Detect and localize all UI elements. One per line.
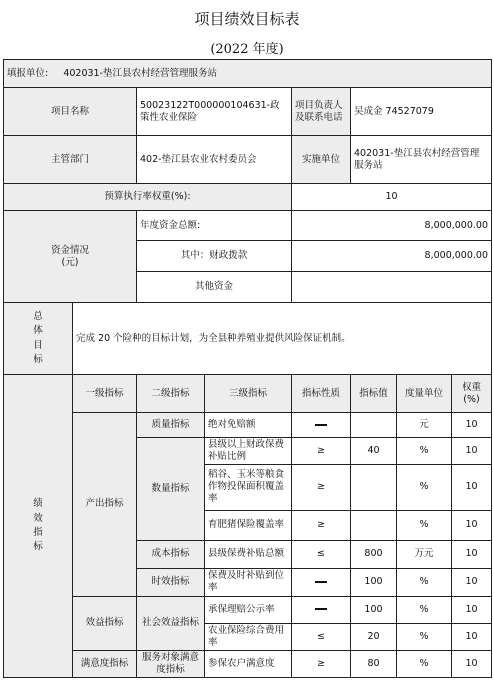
nature-cell: ≥ [292, 464, 351, 510]
weight-cell: 10 [452, 568, 492, 596]
weight-cell: 10 [452, 438, 492, 465]
dash-mark [315, 608, 327, 610]
nature-cell: ≤ [292, 623, 351, 650]
funds-annual-label: 年度资金总额: [137, 211, 292, 241]
goal-label: 总 体 目 标 [4, 303, 73, 375]
l3-cell: 参保农户满意度 [205, 650, 292, 677]
goal-row [4, 303, 492, 375]
unit-cell: % [397, 510, 452, 540]
weight-row [4, 184, 492, 211]
value-cell: 40 [351, 438, 397, 465]
funds-fiscal-value: 8,000,000.00 [292, 241, 492, 272]
weight-cell: 10 [452, 464, 492, 510]
weight-cell: 10 [452, 510, 492, 540]
l2-social: 社会效益指标 [137, 596, 205, 650]
col-header-weight: 权重(%) [452, 375, 492, 413]
l3-cell: 承保理赔公示率 [205, 596, 292, 623]
col-header-l1: 一级指标 [73, 375, 137, 413]
l3-cell: 稻谷、玉米等粮食作物投保面积覆盖率 [205, 464, 292, 510]
table-row [4, 413, 492, 438]
unit-cell: % [397, 438, 452, 465]
funds-other-value [292, 272, 492, 303]
weight-cell: 10 [452, 623, 492, 650]
project-name-row [4, 88, 492, 136]
unit-cell: % [397, 596, 452, 623]
unit-cell: % [397, 650, 452, 677]
exec-unit-label: 实施单位 [292, 136, 351, 184]
funds-annual-value: 8,000,000.00 [292, 211, 492, 241]
contact-label: 项目负责人及联系电话 [292, 88, 351, 136]
l2-quantity: 数量指标 [137, 438, 205, 541]
col-header-nature: 指标性质 [292, 375, 351, 413]
page-title: 项目绩效目标表 [194, 10, 300, 28]
contact-value: 吴成金 74527079 [351, 88, 492, 136]
unit-cell: % [397, 623, 452, 650]
dept-label: 主管部门 [4, 136, 137, 184]
nature-cell: ≥ [292, 510, 351, 540]
l1-benefit: 效益指标 [73, 596, 137, 650]
l3-cell: 农业保险综合费用率 [205, 623, 292, 650]
weight-label: 预算执行率权重(%): [4, 184, 292, 211]
nature-cell: ≤ [292, 540, 351, 568]
value-cell [351, 464, 397, 510]
filler-cell [4, 60, 492, 88]
project-name-value: 50023122T000000104631-政策性农业保险 [137, 88, 292, 136]
l2-service: 服务对象满意度指标 [137, 650, 205, 677]
filler-row [4, 60, 492, 88]
value-cell [351, 510, 397, 540]
col-header-value: 指标值 [351, 375, 397, 413]
unit-cell: 元 [397, 413, 452, 438]
l3-cell: 县级以上财政保费补贴比例 [205, 438, 292, 465]
weight-cell: 10 [452, 413, 492, 438]
filler-label: 填报单位: [7, 67, 49, 79]
value-cell: 100 [351, 596, 397, 623]
funds-label: 资金情况 (元) [4, 211, 137, 303]
l3-cell: 绝对免赔额 [205, 413, 292, 438]
table-row [4, 596, 492, 623]
unit-cell: % [397, 464, 452, 510]
value-cell: 20 [351, 623, 397, 650]
dept-value: 402-垫江县农业农村委员会 [137, 136, 292, 184]
unit-cell: 万元 [397, 540, 452, 568]
dash-mark [315, 424, 327, 426]
col-header-l3: 三级指标 [205, 375, 292, 413]
indicator-header-row [4, 375, 492, 413]
dash-mark [315, 581, 327, 583]
year-subtitle: (2022 年度) [210, 42, 284, 57]
l3-cell: 育肥猪保险覆盖率 [205, 510, 292, 540]
l2-time: 时效指标 [137, 568, 205, 596]
project-name-label: 项目名称 [4, 88, 137, 136]
l1-output: 产出指标 [73, 413, 137, 597]
col-header-unit: 度量单位 [397, 375, 452, 413]
nature-cell: ≥ [292, 438, 351, 465]
weight-cell: 10 [452, 596, 492, 623]
weight-cell: 10 [452, 540, 492, 568]
value-cell: 100 [351, 568, 397, 596]
filler-value: 402031-垫江县农村经营管理服务站 [63, 67, 218, 79]
l1-satisfaction: 满意度指标 [73, 650, 137, 677]
l3-cell: 县级保费补贴总额 [205, 540, 292, 568]
funds-other-label: 其他资金 [137, 272, 292, 303]
value-cell: 80 [351, 650, 397, 677]
value-cell [351, 413, 397, 438]
performance-target-table [3, 59, 492, 678]
value-cell: 800 [351, 540, 397, 568]
nature-cell [292, 413, 351, 438]
funds-annual-row [4, 211, 492, 241]
exec-unit-value: 402031-垫江县农村经营管理服务站 [351, 136, 492, 184]
nature-cell [292, 568, 351, 596]
nature-cell [292, 596, 351, 623]
dept-row [4, 136, 492, 184]
unit-cell: % [397, 568, 452, 596]
indicator-section-label: 绩 效 指 标 [4, 375, 73, 678]
goal-text: 完成 20 个险种的目标计划，为全县种养殖业提供风险保证机制。 [73, 303, 492, 375]
l2-cost: 成本指标 [137, 540, 205, 568]
l3-cell: 保费及时补贴到位率 [205, 568, 292, 596]
funds-fiscal-label: 其中：财政拨款 [137, 241, 292, 272]
l2-quality: 质量指标 [137, 413, 205, 438]
col-header-l2: 二级指标 [137, 375, 205, 413]
weight-value: 10 [292, 184, 492, 211]
weight-cell: 10 [452, 650, 492, 677]
nature-cell: ≥ [292, 650, 351, 677]
table-row [4, 650, 492, 677]
